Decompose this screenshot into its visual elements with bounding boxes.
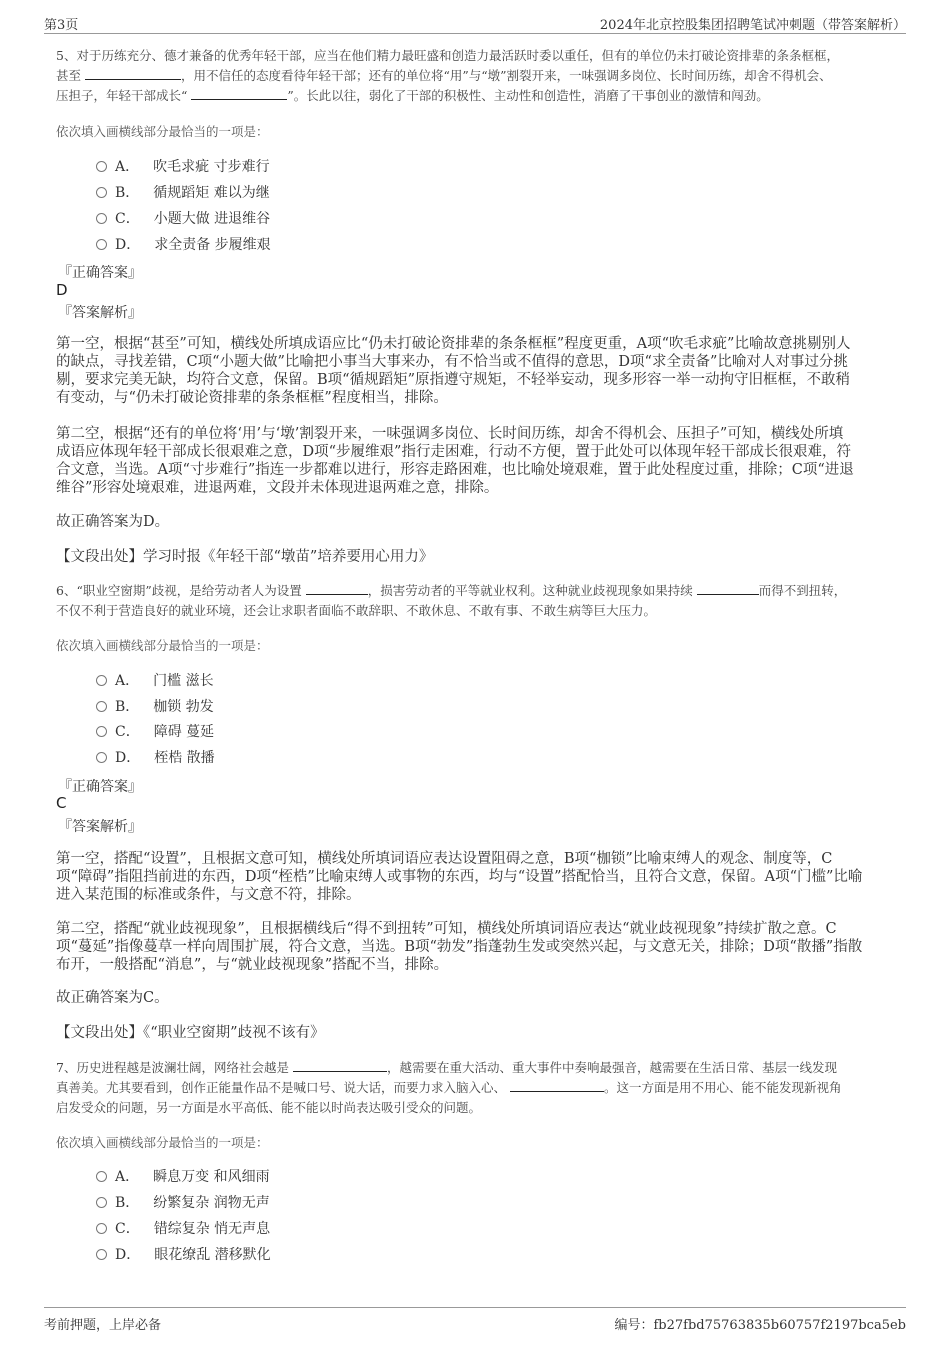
footer-serial: 编号：fb27fbd75763835b60757f2197bca5eb: [614, 1318, 906, 1333]
q5-answer: D: [56, 281, 68, 299]
radio-icon[interactable]: [96, 213, 107, 224]
radio-icon[interactable]: [96, 1223, 107, 1234]
q7-prompt: 依次填入画横线部分最恰当的一项是：: [56, 1135, 269, 1150]
q7-stem-line3: 启发受众的问题，另一方面是水平高低、能不能以时尚表达吸引受众的问题。: [56, 1100, 482, 1115]
q5-answer-label: 『正确答案』: [58, 265, 142, 281]
q5-analysis-para2: 第二空，根据“还有的单位将‘用’与‘墩’割裂开来，一味强调多岗位、长时间历练，却舍不得机会、压担子”可知，横线处所填 成语应体现年轻干部成长很艰难之意，D项“步履维艰”指行走困难，行动不方便，置于此处可以体现年轻干部成长很艰难，符 合文意，当选。A项“寸步难行”指连一步都难以进行，形容走路困难，也比喻处境艰难，置于此处程度过重，排除；C项“进退 维谷”形容处境艰难，进退两难，文段并未体现进退两难之意，排除。: [56, 426, 854, 496]
q7-option-c[interactable]: C． 错综复杂 悄无声息: [96, 1219, 270, 1239]
radio-icon[interactable]: [96, 1171, 107, 1182]
radio-icon[interactable]: [96, 701, 107, 712]
q5-analysis-label: 『答案解析』: [58, 305, 142, 321]
radio-icon[interactable]: [96, 1197, 107, 1208]
q6-analysis-para2: 第二空，搭配“就业歧视现象”，且根据横线后“得不到扭转”可知，横线处所填词语应表达“就业歧视现象”持续扩散之意。C 项“蔓延”指像蔓草一样向周围扩展，符合文意，当选。B项“勃发”指蓬勃生发或突然兴起，与文意无关，排除；D项“散播”指散 布开，一般搭配“消息”，与“就业歧视现象”搭配不当，排除。: [56, 921, 863, 973]
q5-option-c[interactable]: C． 小题大做 进退维谷: [96, 209, 270, 229]
q5-option-b[interactable]: B． 循规蹈矩 难以为继: [96, 183, 270, 203]
q5-stem-line3: 压担子，年轻干部成长“ ”。长此以往，弱化了干部的积极性、主动性和创造性，消磨了干事创业的激情和闯劲。: [56, 88, 769, 103]
q7-option-d[interactable]: D． 眼花缭乱 潜移默化: [96, 1245, 271, 1265]
radio-icon[interactable]: [96, 726, 107, 737]
q6-source: 【文段出处】《“职业空窗期”歧视不该有》: [56, 1025, 325, 1041]
page-footer: [44, 1307, 906, 1337]
q5-blank-2: [191, 86, 287, 100]
q6-conclusion: 故正确答案为C。: [56, 990, 169, 1006]
q6-stem: [56, 581, 904, 621]
q5-blank-1: [85, 66, 181, 80]
q5-source: 【文段出处】学习时报《年轻干部“墩苗”培养要用心用力》: [56, 549, 434, 565]
q7-blank-1: [293, 1058, 387, 1072]
page-header: [44, 12, 906, 34]
q7-stem-line1: 7、历史进程越是波澜壮阔，网络社会越是 ，越需要在重大活动、重大事件中奏响最强音，越需要在生活日常、基层一线发现: [56, 1060, 837, 1075]
q6-analysis-para1: 第一空，搭配“设置”，且根据文意可知，横线处所填词语应表达设置阻碍之意，B项“枷锁”比喻束缚人的观念、制度等，C 项“障碍”指阻挡前进的东西，D项“桎梏”比喻束缚人或事物的东西，均与“设置”搭配恰当，且符合文意，保留。A项“门槛”比喻 进入某范围的标准或条件，与文意不符，排除。: [56, 851, 863, 903]
q6-blank-1: [306, 581, 368, 595]
q5-option-a[interactable]: A． 吹毛求疵 寸步难行: [96, 157, 270, 177]
q6-option-d[interactable]: D． 桎梏 散播: [96, 748, 215, 768]
q6-prompt: 依次填入画横线部分最恰当的一项是：: [56, 638, 269, 653]
page-number: 第3页: [44, 18, 79, 33]
radio-icon[interactable]: [96, 675, 107, 686]
q5-prompt: 依次填入画横线部分最恰当的一项是：: [56, 124, 269, 139]
q5-stem-line2: 甚至 ，用不信任的态度看待年轻干部；还有的单位将“用”与“墩”割裂开来，一味强调多岗位、长时间历练，却舍不得机会、: [56, 68, 832, 83]
radio-icon[interactable]: [96, 1249, 107, 1260]
document-title: 2024年北京控股集团招聘笔试冲刺题（带答案解析）: [599, 18, 906, 33]
q7-stem-line2: 真善美。尤其要看到，创作正能量作品不是喊口号、说大话，而要力求入脑入心、 。这一方面是用不用心、能不能发现新视角: [56, 1080, 842, 1095]
q6-blank-2: [697, 581, 759, 595]
q5-stem: [56, 46, 904, 106]
q5-analysis-para1: 第一空，根据“甚至”可知，横线处所填成语应比“仍未打破论资排辈的条条框框”程度更重，A项“吹毛求疵”比喻故意挑剔别人 的缺点，寻找差错，C项“小题大做”比喻把小事当大事来办，有不恰当或不值得的意思，D项“求全责备”比喻对人对事过分挑 剔，要求完美无缺，均符合文意，保留。B项“循规蹈矩”原指遵守规矩，不轻举妄动，现多形容一举一动拘守旧框框，不敢稍 有变动，与“仍未打破论资排辈的条条框框”程度相当，排除。: [56, 336, 851, 406]
q5-stem-line1: 5、对于历练充分、德才兼备的优秀年轻干部，应当在他们精力最旺盛和创造力最活跃时委以重任，但有的单位仍未打破论资排辈的条条框框，: [56, 48, 839, 63]
q6-answer-label: 『正确答案』: [58, 779, 142, 795]
q5-conclusion: 故正确答案为D。: [56, 514, 170, 530]
footer-slogan: 考前押题，上岸必备: [44, 1318, 162, 1333]
q5-option-d[interactable]: D． 求全责备 步履维艰: [96, 235, 271, 255]
q7-stem: [56, 1058, 904, 1118]
radio-icon[interactable]: [96, 187, 107, 198]
q6-stem-line1: 6、“职业空窗期”歧视，是给劳动者人为设置 ，损害劳动者的平等就业权利。这种就业歧视现象如果持续 而得不到扭转，: [56, 583, 847, 598]
q7-blank-2: [510, 1078, 604, 1092]
q6-option-a[interactable]: A． 门槛 滋长: [96, 671, 214, 691]
radio-icon[interactable]: [96, 161, 107, 172]
q6-option-b[interactable]: B． 枷锁 勃发: [96, 697, 214, 717]
q6-analysis-label: 『答案解析』: [58, 819, 142, 835]
q6-option-c[interactable]: C． 障碍 蔓延: [96, 722, 214, 742]
q7-option-a[interactable]: A． 瞬息万变 和风细雨: [96, 1167, 270, 1187]
q6-stem-line2: 不仅不利于营造良好的就业环境，还会让求职者面临不敢辞职、不敢休息、不敢有事、不敢生病等巨大压力。: [56, 603, 657, 618]
q6-answer: C: [56, 794, 67, 812]
q7-option-b[interactable]: B． 纷繁复杂 润物无声: [96, 1193, 270, 1213]
radio-icon[interactable]: [96, 239, 107, 250]
radio-icon[interactable]: [96, 752, 107, 763]
